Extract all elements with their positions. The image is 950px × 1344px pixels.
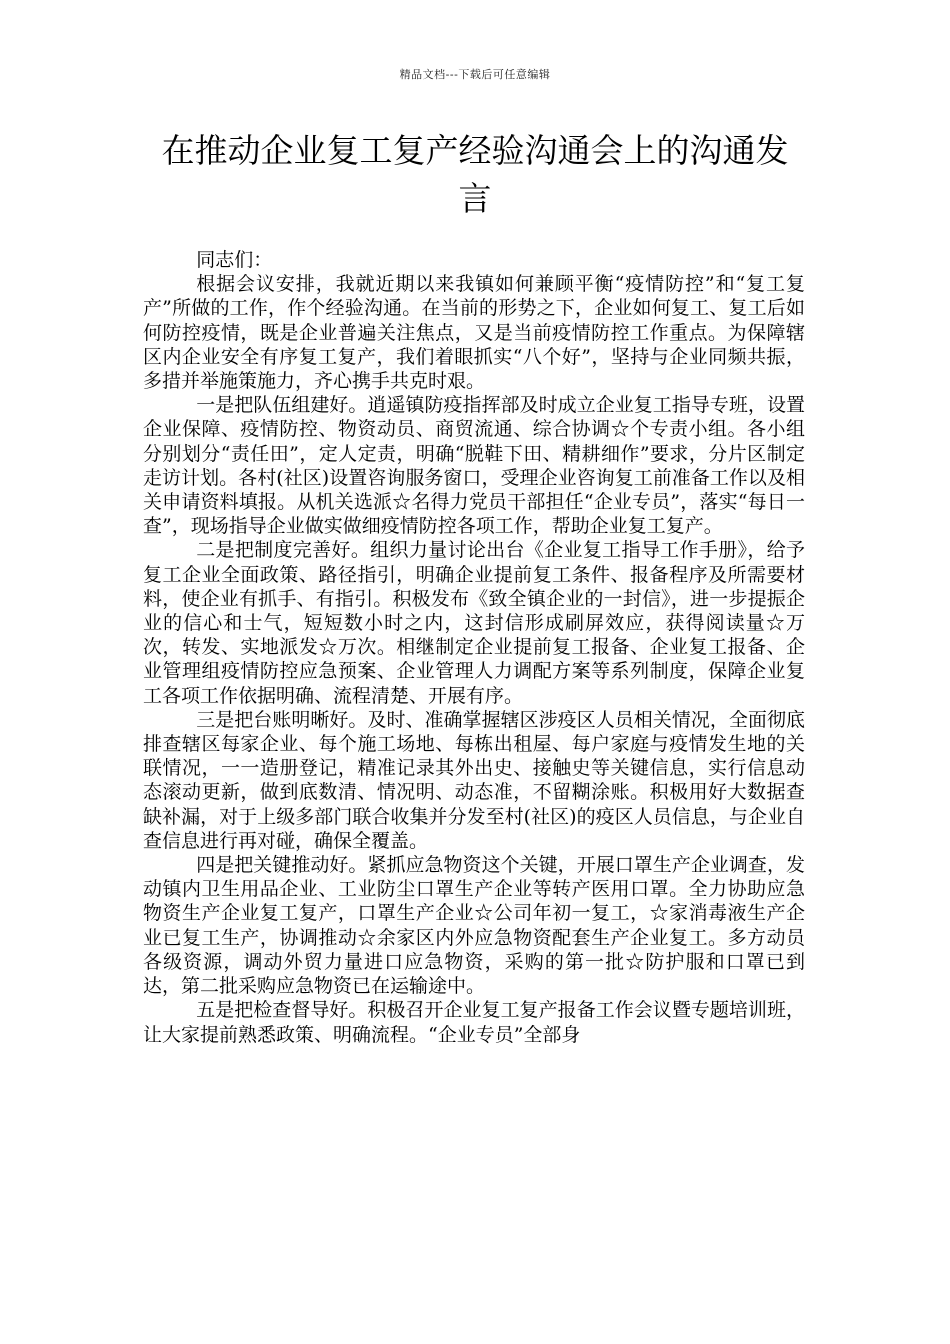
header-note: 精品文档---下载后可任意编辑 (399, 68, 551, 81)
salutation: 同志们： (196, 249, 273, 271)
document-body (143, 248, 805, 1047)
paragraph-key: 四是把关键推动好。紧抓应急物资这个关键，开展口罩生产企业调查，发动镇内卫生用品企业、工业防尘口罩生产企业等转产医用口罩。全力协助应急物资生产企业复工复产，口罩生产企业☆公司年初一复工，☆家消毒液生产企业已复工生产，协调推动☆余家区内外应急物资配套生产企业复工。多方动员各级资源，调动外贸力量进口应急物资，采购的第一批☆防护服和口罩已到达，第二批采购应急物资已在运输途中。 (143, 854, 805, 998)
paragraph-system: 二是把制度完善好。组织力量讨论出台《企业复工指导工作手册》，给予复工企业全面政策、路径指引，明确企业提前复工条件、报备程序及所需要材料，使企业有抓手、有指引。积极发布《致全镇企业的一封信》，进一步提振企业的信心和士气，短短数小时之内，这封信形成刷屏效应，获得阅读量☆万次，转发、实地派发☆万次。相继制定企业提前复工报备、企业复工报备、企业管理组疫情防控应急预案、企业管理人力调配方案等系列制度，保障企业复工各项工作依据明确、流程清楚、开展有序。 (143, 539, 805, 707)
paragraph-inspection: 五是把检查督导好。积极召开企业复工复产报备工作会议暨专题培训班，让大家提前熟悉政策、明确流程。“企业专员”全部身 (143, 999, 805, 1046)
paragraph-ledger: 三是把台账明晰好。及时、准确掌握辖区涉疫区人员相关情况，全面彻底排查辖区每家企业、每个施工场地、每栋出租屋、每户家庭与疫情发生地的关联情况，一一造册登记，精准记录其外出史、接触史等关键信息，实行信息动态滚动更新，做到底数清、情况明、动态准，不留糊涂账。积极用好大数据查缺补漏，对于上级多部门联合收集并分发至村(社区)的疫区人员信息，与企业自查信息进行再对碰，确保全覆盖。 (143, 708, 805, 852)
paragraph-team: 一是把队伍组建好。逍遥镇防疫指挥部及时成立企业复工指导专班，设置企业保障、疫情防控、物资动员、商贸流通、综合协调☆个专责小组。各小组分别划分“责任田”，定人定责，明确“脱鞋下田、精耕细作”要求，分片区制定走访计划。各村(社区)设置咨询服务窗口，受理企业咨询复工前准备工作以及相关申请资料填报。从机关选派☆名得力党员干部担任“企业专员”，落实“每日一查”，现场指导企业做实做细疫情防控各项工作，帮助企业复工复产。 (143, 394, 805, 538)
paragraph-intro: 根据会议安排，我就近期以来我镇如何兼顾平衡“疫情防控”和“复工复产”所做的工作，作个经验沟通。在当前的形势之下，企业如何复工、复工后如何防控疫情，既是企业普遍关注焦点，又是当前疫情防控工作重点。为保障辖区内企业安全有序复工复产，我们着眼抓实“八个好”，坚持与企业同频共振，多措并举施策施力，齐心携手共克时艰。 (143, 273, 805, 393)
document-title: 在推动企业复工复产经验沟通会上的沟通发言 (161, 131, 789, 218)
